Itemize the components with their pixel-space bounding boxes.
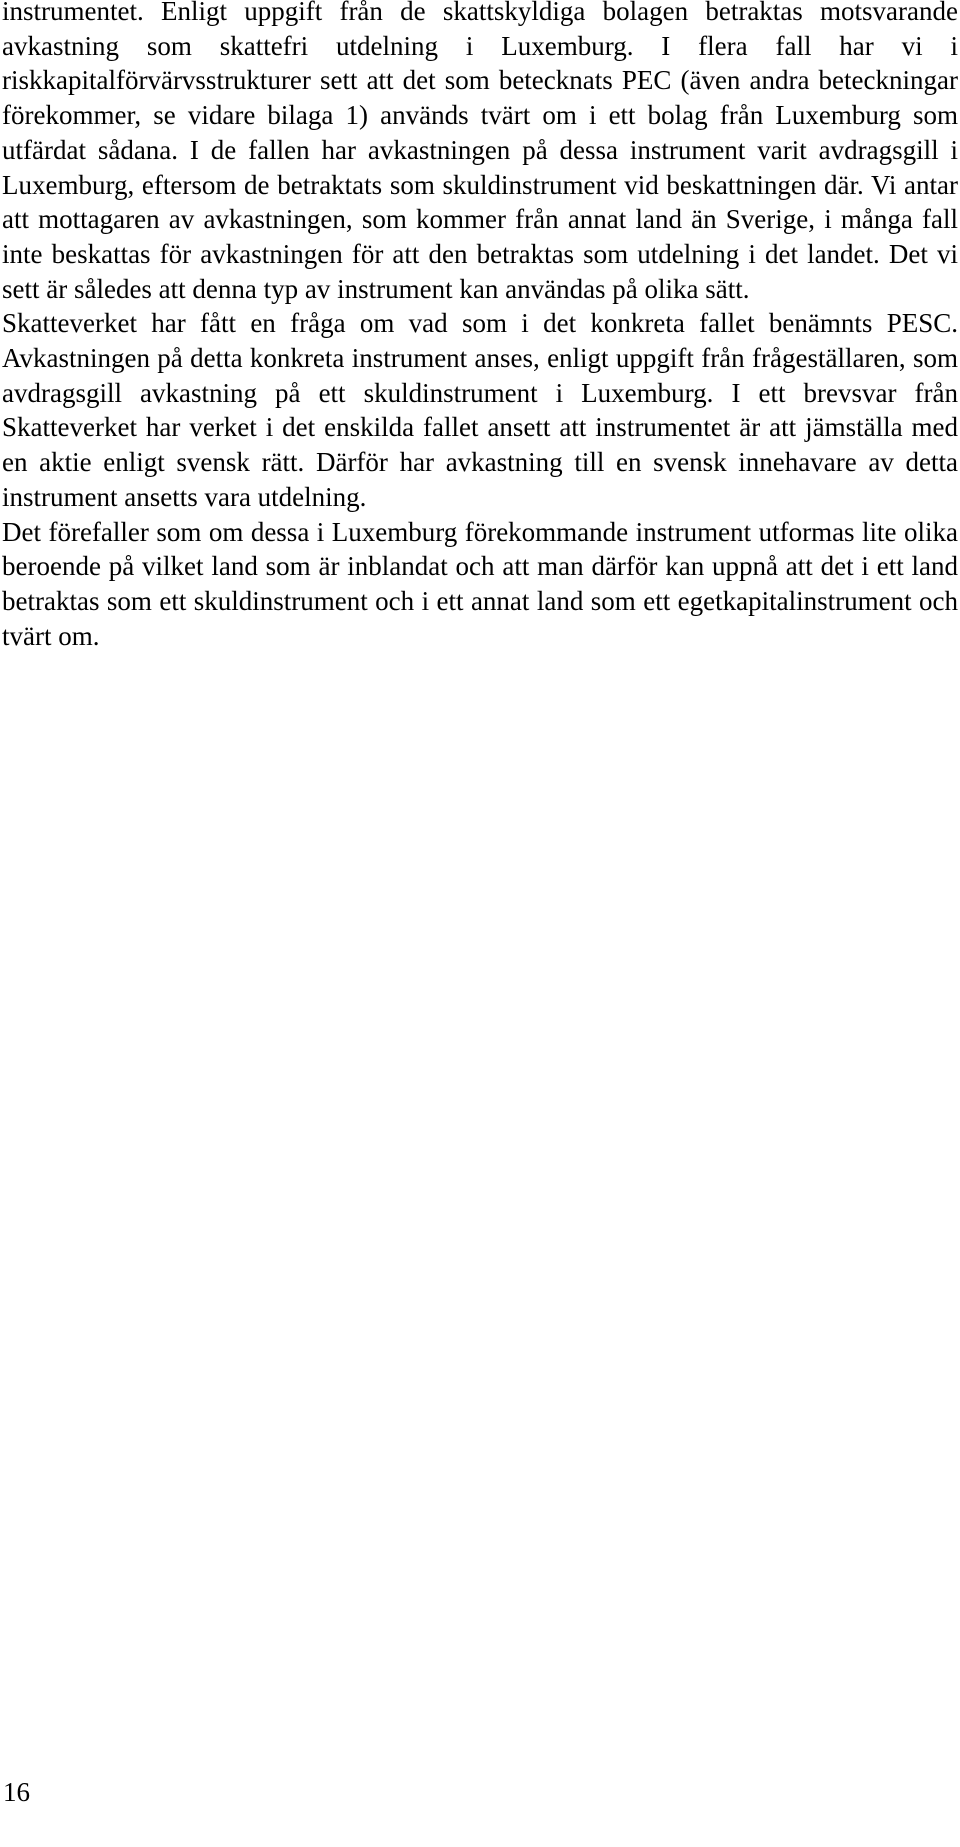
paragraph-2: Skatteverket har fått en fråga om vad som i det konkreta fallet benämnts PESC. Avkastningen på detta konkreta instrument anses, enligt uppgift från frågeställaren, som avdragsgill avkastning på ett skuldinstrument i Luxemburg. I ett brevsvar från Skatteverket har verket i det enskilda fallet ansett att instrumentet är att jämställa med en aktie enligt svensk rätt. Därför har avkastning till en svensk innehavare av detta instrument ansetts vara utdelning. [2, 308, 958, 512]
paragraph-3: Det förefaller som om dessa i Luxemburg förekommande instrument utformas lite olika beroende på vilket land som är inblandat och att man därför kan uppnå att det i ett land betraktas som ett skuldinstrument och i ett annat land som ett egetkapitalinstrument och tvärt om. [2, 516, 958, 651]
paragraph-1: instrumentet. Enligt uppgift från de skattskyldiga bolagen betraktas motsvarande avkastning som skattefri utdelning i Luxemburg. I flera fall har vi i riskkapitalförvärvsstrukturer sett att det som betecknats PEC (även andra beteckningar förekommer, se vidare bilaga 1) används tvärt om i ett bolag från Luxemburg som utfärdat sådana. I de fallen har avkastningen på dessa instrument varit avdragsgill i Luxemburg, eftersom de betraktats som skuldinstrument vid beskattningen där. Vi antar att mottagaren av avkastningen, som kommer från annat land än Sverige, i många fall inte beskattas för avkastningen för att den betraktas som utdelning i det landet. Det vi sett är således att denna typ av instrument kan användas på olika sätt. [2, 0, 958, 304]
body-text [2, 0, 958, 653]
page-number: 16 [3, 1777, 30, 1807]
